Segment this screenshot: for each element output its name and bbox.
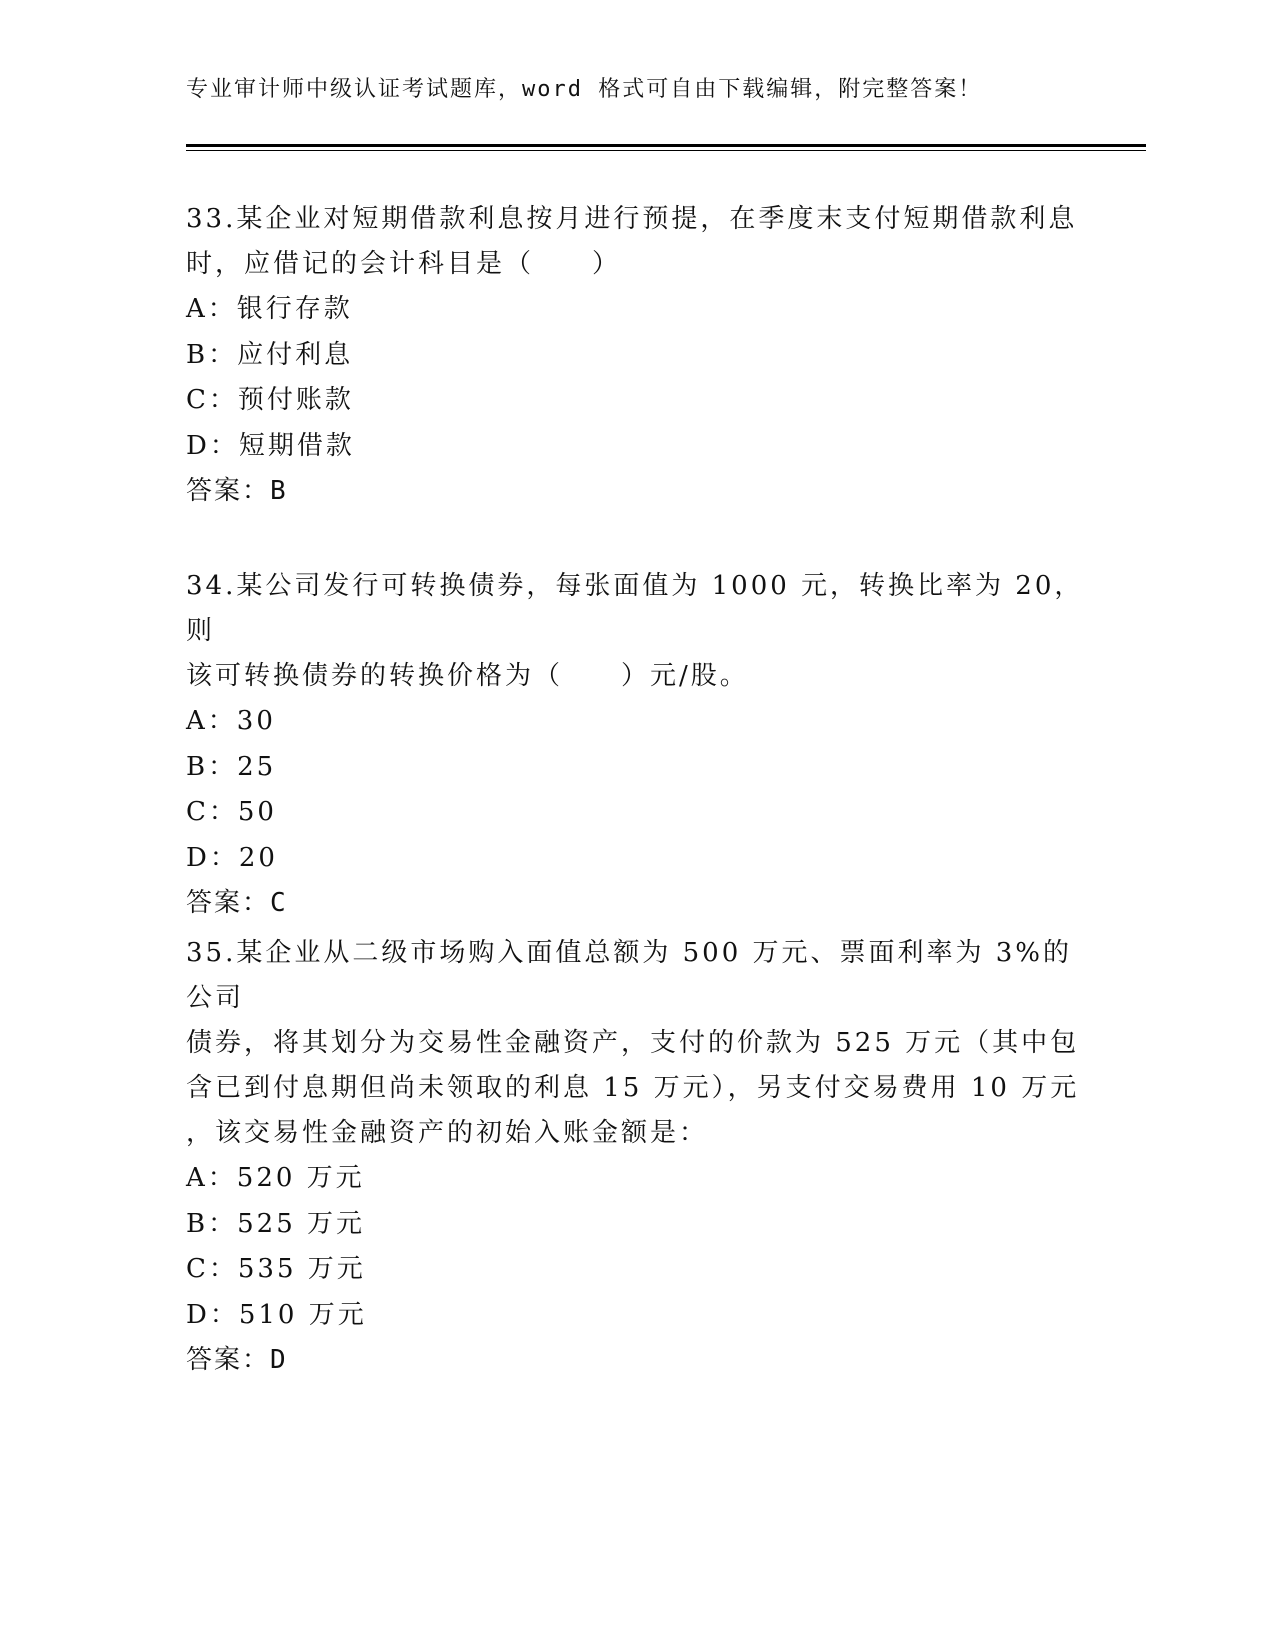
answer-line: 答案：B: [186, 476, 288, 506]
option-a: A：银行存款: [186, 294, 353, 324]
question-stem-line: 该可转换债券的转换价格为（ ）元/股。: [186, 661, 749, 691]
option-d: D：20: [186, 842, 278, 873]
option-d: D：510 万元: [186, 1299, 367, 1330]
option-a: A：520 万元: [186, 1163, 365, 1193]
question-33: [186, 197, 1086, 514]
option-a: A：30: [186, 706, 276, 736]
question-stem-line: 35.某企业从二级市场购入面值总额为 500 万元、票面利率为 3%的公司: [186, 938, 1073, 1013]
page-header: 专业审计师中级认证考试题库，word 格式可自由下载编辑，附完整答案！: [186, 77, 983, 102]
option-c: C：预付账款: [186, 385, 354, 415]
question-stem-line: 33.某企业对短期借款利息按月进行预提，在季度末支付短期借款利息: [186, 204, 1078, 234]
question-35: [186, 931, 1086, 1383]
answer-line: 答案：C: [186, 888, 288, 918]
question-stem-line: 债券，将其划分为交易性金融资产，支付的价款为 525 万元（其中包: [186, 1028, 1080, 1058]
question-stem-line: 含已到付息期但尚未领取的利息 15 万元），另支付交易费用 10 万元: [186, 1073, 1080, 1103]
option-b: B：25: [186, 751, 277, 782]
question-stem-line: 34.某公司发行可转换债券，每张面值为 1000 元，转换比率为 20，则: [186, 571, 1084, 646]
question-stem-line: ，该交易性金融资产的初始入账金额是：: [186, 1118, 709, 1148]
option-b: B：应付利息: [186, 339, 354, 370]
header-rule-thin: [186, 150, 1146, 151]
header-rule-thick: [186, 144, 1146, 147]
option-d: D：短期借款: [186, 430, 355, 461]
option-c: C：50: [186, 797, 277, 827]
option-b: B：525 万元: [186, 1208, 365, 1239]
answer-line: 答案：D: [186, 1345, 288, 1375]
question-34: [186, 564, 1086, 926]
question-stem-line: 时，应借记的会计科目是（ ）: [186, 249, 622, 279]
option-c: C：535 万元: [186, 1254, 366, 1284]
